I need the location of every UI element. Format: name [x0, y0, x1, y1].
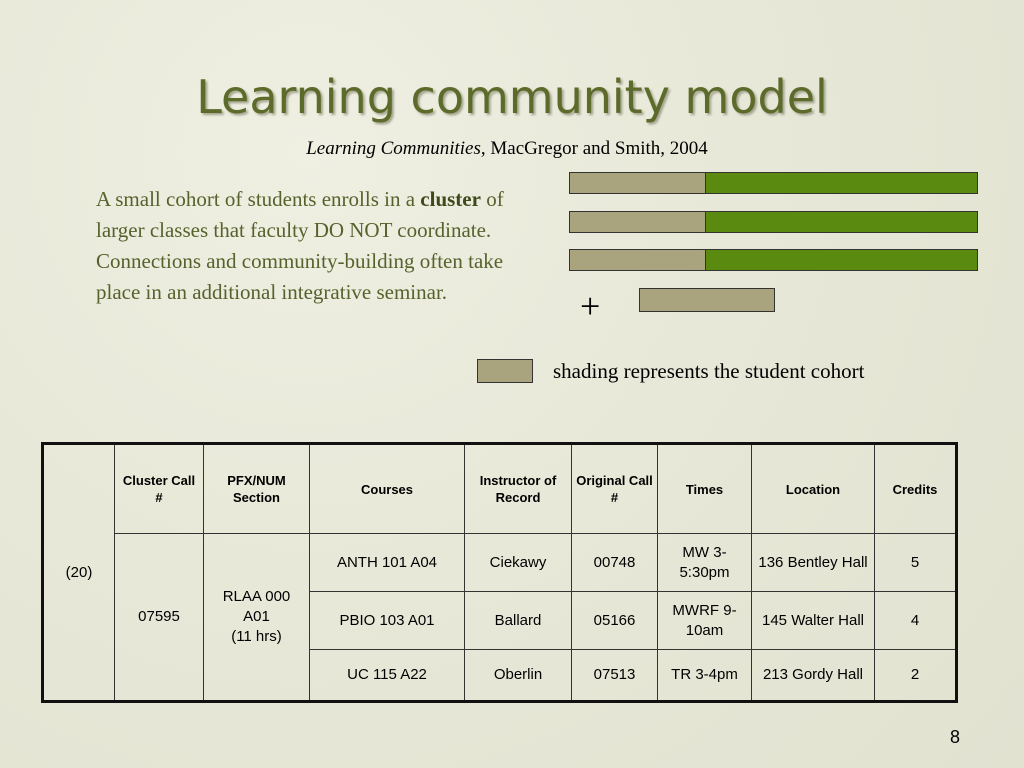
call-cell: 07513 — [572, 650, 658, 702]
page-number: 8 — [950, 727, 961, 747]
schedule-table — [41, 442, 958, 703]
location-cell: 136 Bentley Hall — [752, 534, 875, 592]
seminar-bar — [639, 288, 775, 312]
credits-cell: 4 — [875, 592, 957, 650]
slide-title: Learning community model — [196, 70, 828, 124]
subtitle-book-title: Learning Communities — [306, 138, 481, 159]
cohort-size-cell: (20) — [43, 444, 115, 702]
instructor-cell: Ballard — [465, 592, 572, 650]
instructor-cell: Ciekawy — [465, 534, 572, 592]
desc-text-2: of larger classes that faculty DO NOT coordinate. Connections and community-building often take place in an additional integrative seminar. — [96, 187, 504, 304]
credits-cell: 5 — [875, 534, 957, 592]
plus-sign: + — [580, 286, 601, 326]
header-cell: PFX/NUM Section — [204, 444, 310, 534]
legend-swatch — [477, 359, 533, 383]
cohort-segment — [570, 250, 706, 270]
table-header-row — [43, 444, 957, 534]
times-cell: MW 3-5:30pm — [658, 534, 752, 592]
times-cell: TR 3-4pm — [658, 650, 752, 702]
class-bar-1 — [569, 172, 978, 194]
section-code: RLAA 000 A01 — [222, 588, 291, 625]
header-cell: Instructor of Record — [465, 444, 572, 534]
header-cell: Original Call # — [572, 444, 658, 534]
table-row — [43, 534, 957, 592]
credits-cell: 2 — [875, 650, 957, 702]
times-cell: MWRF 9-10am — [658, 592, 752, 650]
cohort-segment — [570, 212, 706, 232]
subtitle-authors: , MacGregor and Smith, 2004 — [480, 138, 708, 159]
header-cell: Location — [752, 444, 875, 534]
course-cell: ANTH 101 A04 — [310, 534, 465, 592]
cohort-segment — [570, 173, 706, 193]
call-cell: 00748 — [572, 534, 658, 592]
header-cell: Credits — [875, 444, 957, 534]
model-description — [96, 184, 546, 308]
course-cell: UC 115 A22 — [310, 650, 465, 702]
cluster-call-cell: 07595 — [115, 534, 204, 702]
class-bar-3 — [569, 249, 978, 271]
location-cell: 213 Gordy Hall — [752, 650, 875, 702]
header-cell: Times — [658, 444, 752, 534]
class-bar-2 — [569, 211, 978, 233]
instructor-cell: Oberlin — [465, 650, 572, 702]
course-cell: PBIO 103 A01 — [310, 592, 465, 650]
header-cell: Cluster Call # — [115, 444, 204, 534]
desc-bold-cluster: cluster — [420, 187, 481, 211]
class-segment — [706, 173, 977, 193]
header-cell: Courses — [310, 444, 465, 534]
desc-text-1: A small cohort of students enrolls in a — [96, 187, 421, 211]
section-hours: (11 hrs) — [231, 628, 282, 645]
legend-label: shading represents the student cohort — [553, 359, 865, 383]
call-cell: 05166 — [572, 592, 658, 650]
slide-subtitle — [0, 138, 1014, 160]
class-segment — [706, 212, 977, 232]
section-cell — [204, 534, 310, 702]
class-segment — [706, 250, 977, 270]
location-cell: 145 Walter Hall — [752, 592, 875, 650]
